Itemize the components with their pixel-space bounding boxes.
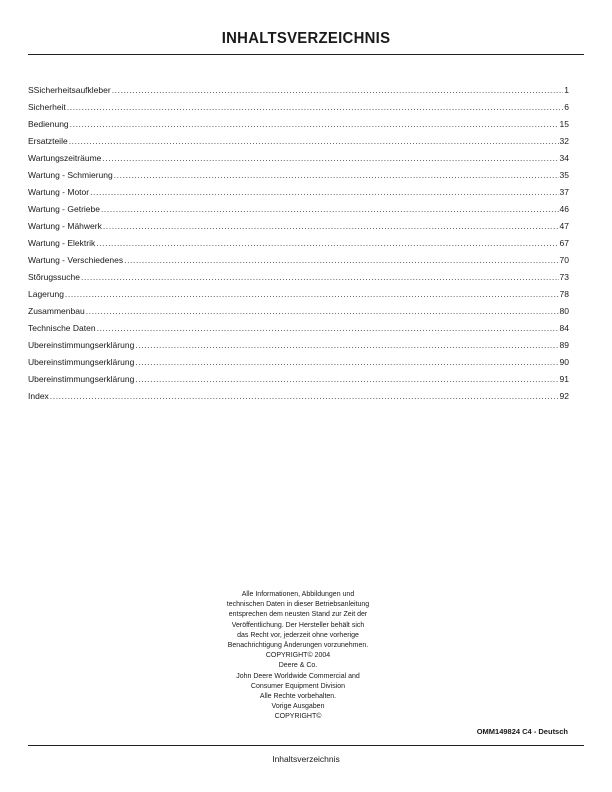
notice-line: John Deere Worldwide Commercial and xyxy=(236,672,360,680)
toc-entry-title: Ubereinstimmungserklärung xyxy=(28,374,135,384)
toc-entry[interactable] xyxy=(28,320,569,337)
toc-entry-title: Wartung - Mähwerk xyxy=(28,221,102,231)
toc-leader-dots xyxy=(69,133,559,150)
toc-entry[interactable] xyxy=(28,82,569,99)
toc-leader-dots xyxy=(112,82,564,99)
toc-entry-title: Technische Daten xyxy=(28,323,96,333)
toc-entry[interactable] xyxy=(28,337,569,354)
toc-entry-page: 34 xyxy=(559,153,569,163)
toc-leader-dots xyxy=(90,184,558,201)
toc-entry-page: 73 xyxy=(559,272,569,282)
notice-line: Consumer Equipment Division xyxy=(250,682,346,690)
toc-entry-page: 92 xyxy=(559,391,569,401)
toc-entry-page: 91 xyxy=(559,374,569,384)
notice-line: Deere & Co. xyxy=(278,662,318,670)
toc-entry[interactable] xyxy=(28,354,569,371)
toc-entry-title: Wartung - Motor xyxy=(28,187,90,197)
toc-leader-dots xyxy=(50,388,559,405)
toc-leader-dots xyxy=(70,116,559,133)
toc-entry-page: 67 xyxy=(559,238,569,248)
toc-entry[interactable] xyxy=(28,371,569,388)
toc-leader-dots xyxy=(102,150,558,167)
toc-entry[interactable] xyxy=(28,269,569,286)
toc-entry[interactable] xyxy=(28,184,569,201)
toc-entry-page: 90 xyxy=(559,357,569,367)
toc-entry-page: 78 xyxy=(559,289,569,299)
toc-entry-title: Wartung - Elektrik xyxy=(28,238,96,248)
toc-entry[interactable] xyxy=(28,99,569,116)
toc-entry-title: Ersatzteile xyxy=(28,136,68,146)
toc-leader-dots xyxy=(97,320,559,337)
toc-entry[interactable] xyxy=(28,218,569,235)
toc-entry-title: Wartung - Getriebe xyxy=(28,204,100,214)
toc-leader-dots xyxy=(135,337,558,354)
toc-entry-title: Ubereinstimmungserklärung xyxy=(28,357,135,367)
notice-line: das Recht vor, jederzeit ohne vorherige xyxy=(237,631,359,639)
toc-entry-title: Index xyxy=(28,391,49,401)
title-divider xyxy=(28,54,584,55)
toc-entry[interactable] xyxy=(28,286,569,303)
toc-entry-page: 47 xyxy=(559,221,569,231)
toc-entry-page: 89 xyxy=(559,340,569,350)
notice-line: Alle Informationen, Abbildungen und xyxy=(241,591,355,598)
toc-entry[interactable] xyxy=(28,116,569,133)
toc-leader-dots xyxy=(96,235,558,252)
toc-entry-page: 37 xyxy=(559,187,569,197)
toc-entry[interactable] xyxy=(28,150,569,167)
toc-leader-dots xyxy=(81,269,559,286)
toc-leader-dots xyxy=(135,354,558,371)
notice-line: entsprechen dem neusten Stand zur Zeit der xyxy=(228,611,368,619)
footer-label: Inhaltsverzeichnis xyxy=(272,754,340,764)
toc-entry-page: 35 xyxy=(559,170,569,180)
toc-entry-title: Zusammenbau xyxy=(28,306,85,316)
toc-entry[interactable] xyxy=(28,167,569,184)
toc-entry[interactable] xyxy=(28,133,569,150)
document-code: OMM149824 C4 - Deutsch xyxy=(476,727,568,736)
toc-entry[interactable] xyxy=(28,201,569,218)
notice-line: Vorige Ausgaben xyxy=(271,703,325,711)
toc-leader-dots xyxy=(67,99,563,116)
toc-entry-title: Wartungszeiträume xyxy=(28,153,102,163)
toc-entry[interactable] xyxy=(28,252,569,269)
toc-entry-page: 80 xyxy=(559,306,569,316)
notice-line: Veröffentlichung. Der Hersteller behält sich xyxy=(231,621,365,629)
toc-entry[interactable] xyxy=(28,235,569,252)
toc-entry-title: Lagerung xyxy=(28,289,64,299)
notice-line: Alle Rechte vorbehalten. xyxy=(259,693,337,701)
table-of-contents xyxy=(28,82,569,405)
toc-leader-dots xyxy=(101,201,559,218)
toc-leader-dots xyxy=(65,286,559,303)
toc-leader-dots xyxy=(86,303,559,320)
toc-entry-title: Ubereinstimmungserklärung xyxy=(28,340,135,350)
copyright-notice xyxy=(196,590,400,723)
toc-leader-dots xyxy=(135,371,558,388)
toc-entry-title: Stõrugssuche xyxy=(28,272,80,282)
toc-entry-page: 1 xyxy=(564,85,569,95)
notice-line: technischen Daten in dieser Betriebsanleitung xyxy=(226,601,370,609)
toc-entry-title: Sicherheit xyxy=(28,102,66,112)
footer-divider xyxy=(28,745,584,746)
toc-entry-page: 46 xyxy=(559,204,569,214)
toc-entry-page: 32 xyxy=(559,136,569,146)
page-title: INHALTSVERZEICHNIS xyxy=(221,30,391,47)
notice-line: COPYRIGHT© xyxy=(274,713,322,721)
toc-entry-title: Wartung - Verschiedenes xyxy=(28,255,124,265)
toc-entry-title: Wartung - Schmierung xyxy=(28,170,113,180)
toc-entry-title: Bedienung xyxy=(28,119,69,129)
toc-entry-title: SSicherheitsaufkleber xyxy=(28,85,111,95)
toc-leader-dots xyxy=(114,167,559,184)
notice-line: COPYRIGHT© 2004 xyxy=(265,652,331,660)
toc-entry-page: 84 xyxy=(559,323,569,333)
toc-leader-dots xyxy=(124,252,558,269)
toc-entry-page: 6 xyxy=(564,102,569,112)
toc-entry-page: 15 xyxy=(559,119,569,129)
toc-entry[interactable] xyxy=(28,388,569,405)
toc-entry-page: 70 xyxy=(559,255,569,265)
toc-entry[interactable] xyxy=(28,303,569,320)
notice-line: Benachrichtigung Änderungen vorzunehmen. xyxy=(227,642,369,650)
toc-leader-dots xyxy=(103,218,559,235)
